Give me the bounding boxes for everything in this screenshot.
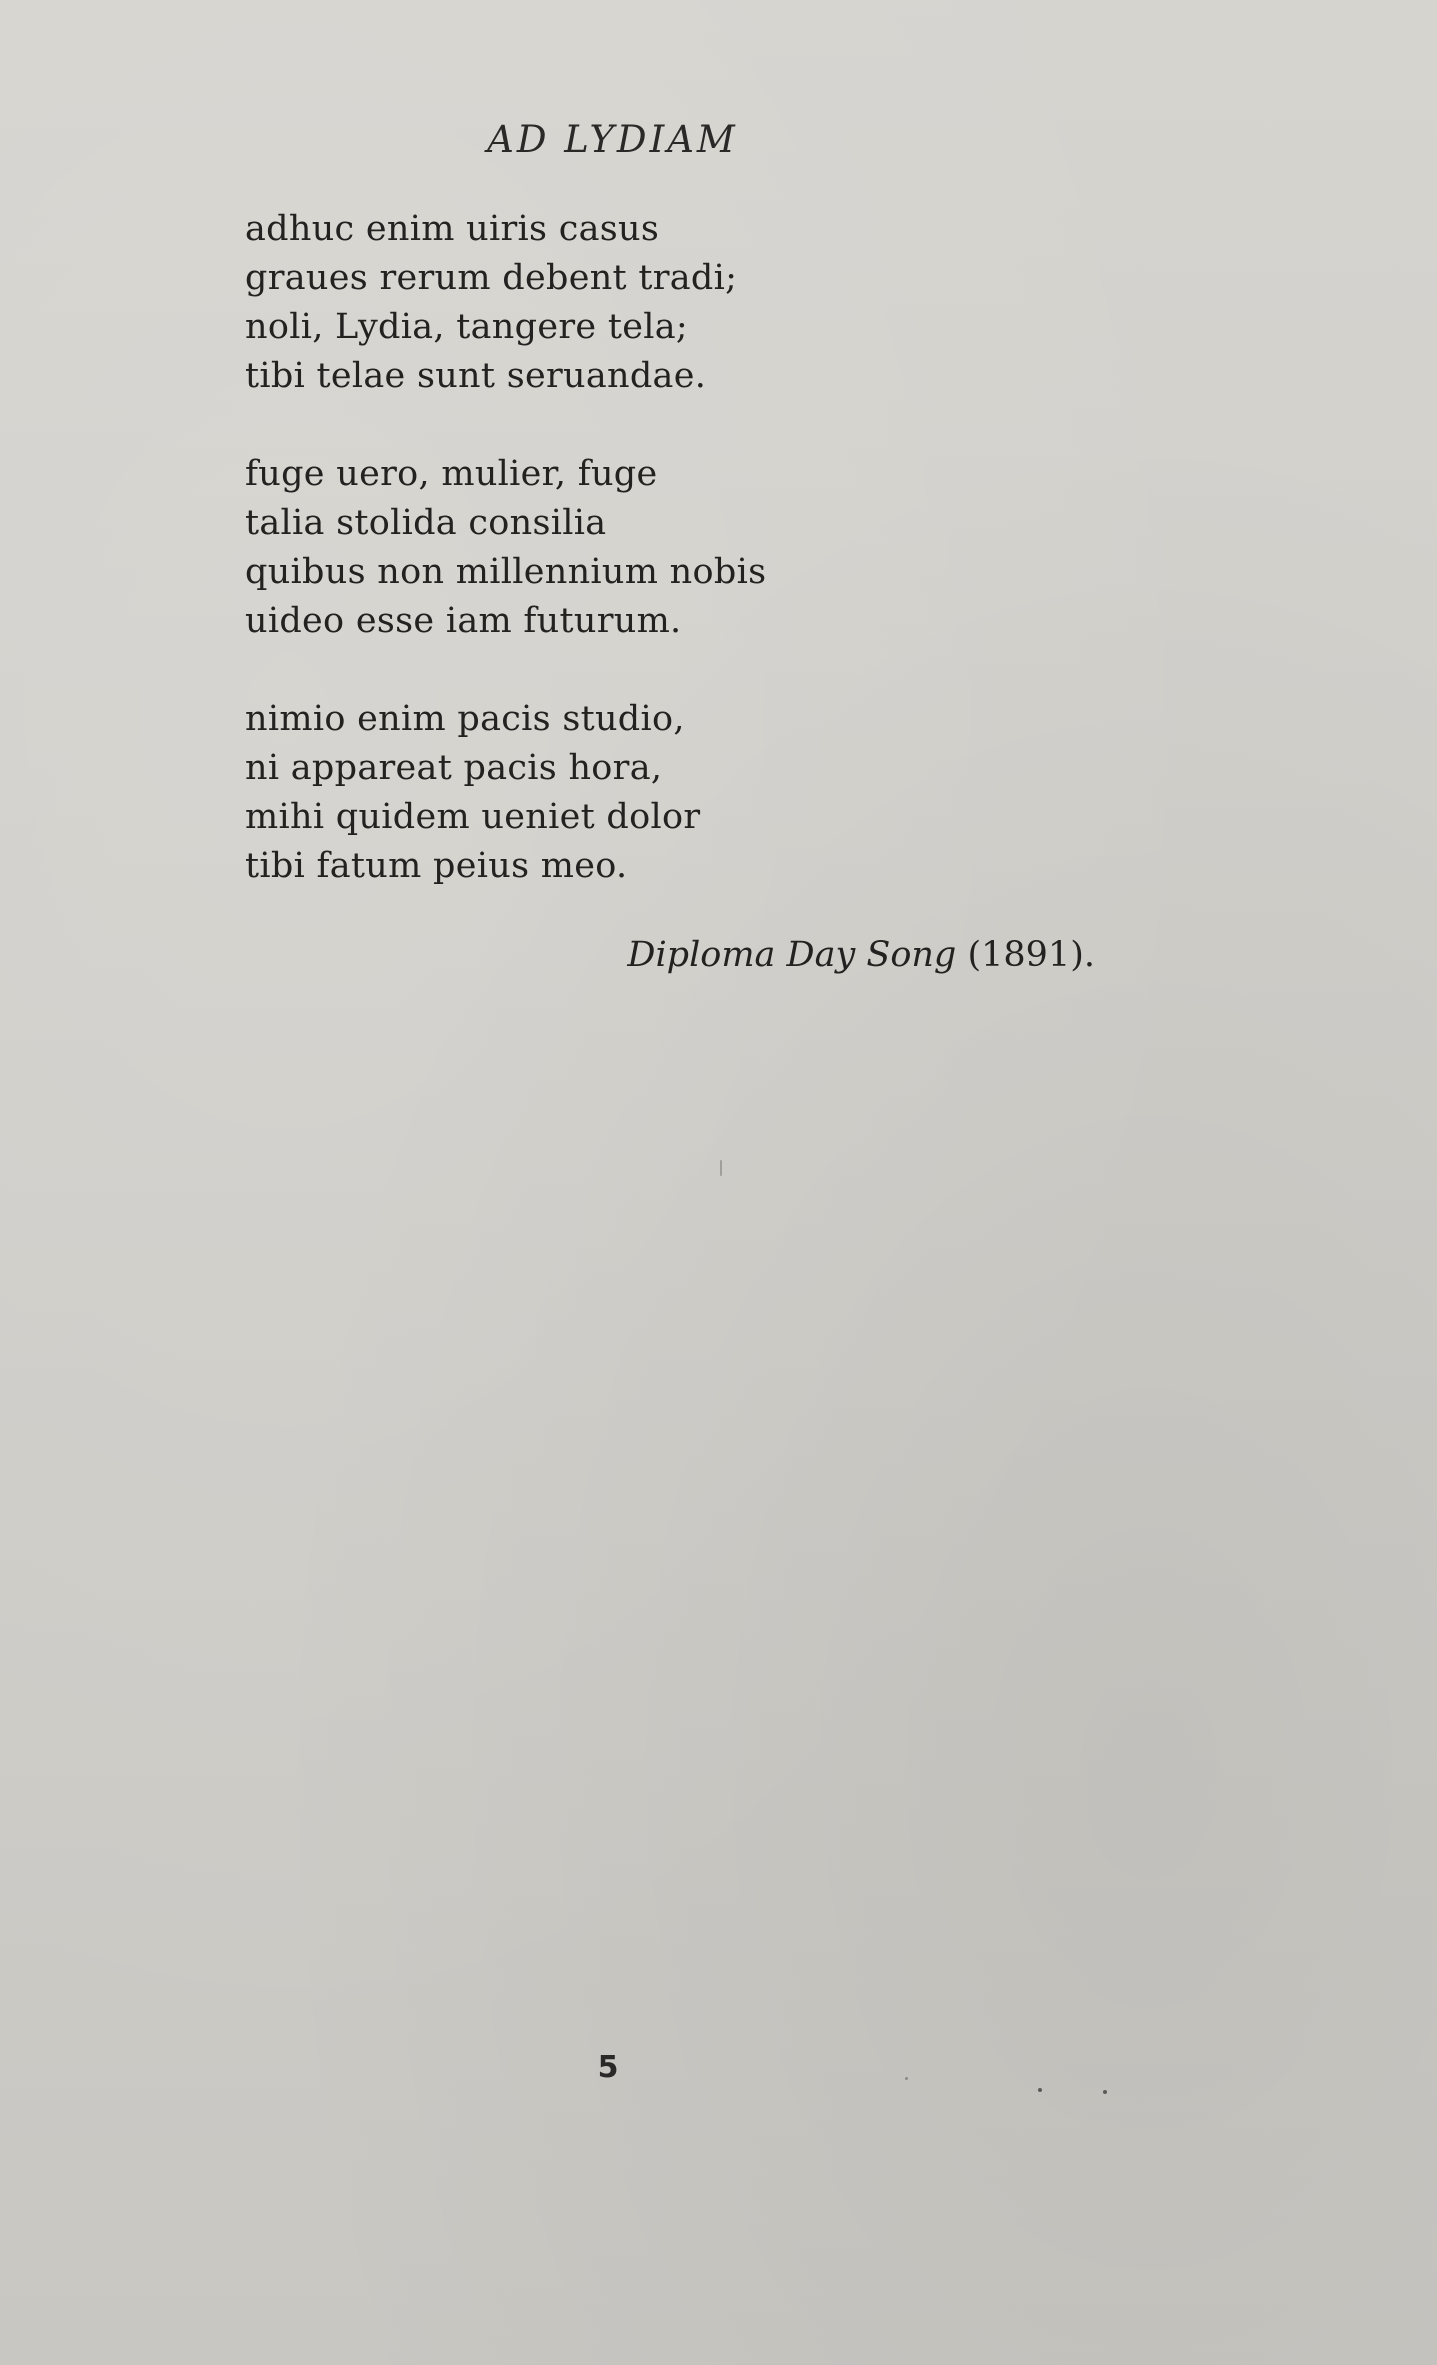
poem-line: talia stolida consilia [245,503,607,543]
stanza-3 [245,695,1145,891]
poem-line: uideo esse iam futurum. [245,601,682,641]
poem-line: ni appareat pacis hora, [245,748,663,788]
running-head: AD LYDIAM [487,118,738,161]
poem-line: tibi telae sunt seruandae. [245,356,707,396]
paper-speck [905,2077,908,2080]
poem-line: fuge uero, mulier, fuge [245,454,658,494]
attribution [0,935,1095,975]
poem-line: nimio enim pacis studio, [245,699,685,739]
page-number: 5 [597,2050,619,2085]
paper-speck [1038,2088,1042,2092]
stanza-1 [245,205,1145,401]
poem-line: noli, Lydia, tangere tela; [245,307,688,347]
poem-line: mihi quidem ueniet dolor [245,797,701,837]
poem-line: tibi fatum peius meo. [245,846,628,886]
poem [245,205,1145,940]
poem-line: graues rerum debent tradi; [245,258,738,298]
paper-speck [1103,2090,1107,2094]
poem-line: quibus non millennium nobis [245,552,767,592]
paper-speck [720,1160,722,1176]
poem-line: adhuc enim uiris casus [245,209,660,249]
stanza-2 [245,450,1145,646]
attribution-year: (1891). [967,935,1095,975]
attribution-work-title: Diploma Day Song [627,935,957,975]
